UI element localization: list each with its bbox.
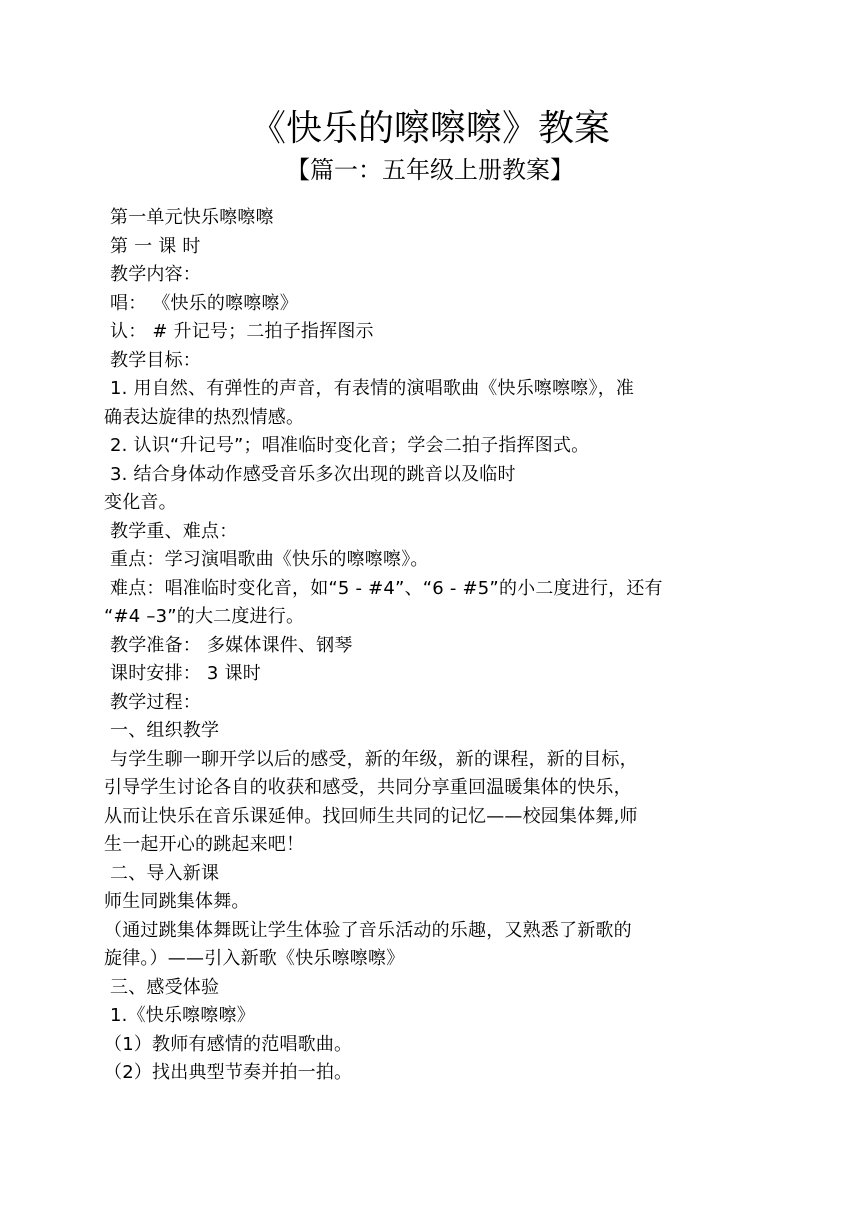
- step-3-item-2: （2）找出典型节奏并拍一拍。: [104, 1062, 353, 1083]
- document-title: 《快乐的嚓嚓嚓》教案: [249, 108, 610, 149]
- step-2-note-line-2: 旋律。）——引入新歌《快乐嚓嚓嚓》: [104, 948, 405, 969]
- teaching-preparation: 教学准备： 多媒体课件、钢琴: [110, 634, 353, 656]
- objective-3-line-2: 变化音。: [104, 492, 177, 513]
- document-body: [104, 204, 754, 1088]
- difficult-point-line-2: “#4 –3”的大二度进行。: [104, 606, 305, 627]
- step-2-heading: 二、导入新课: [110, 862, 220, 884]
- step-3-song: 1.《快乐嚓嚓嚓》: [110, 1005, 255, 1026]
- step-1-paragraph-line-4: 生一起开心的跳起来吧！: [104, 834, 305, 855]
- objective-3-line-1: 3. 结合身体动作感受音乐多次出现的跳音以及临时: [110, 463, 516, 485]
- content-sing: 唱： 《快乐的嚓嚓嚓》: [110, 292, 298, 314]
- section-heading-process: 教学过程：: [110, 691, 201, 713]
- step-1-paragraph-line-2: 引导学生讨论各自的收获和感受，共同分享重回温暖集体的快乐，: [104, 777, 632, 798]
- section-heading-content: 教学内容：: [110, 264, 201, 285]
- lesson-number: 第 一 课 时: [110, 235, 201, 257]
- section-heading-objectives: 教学目标：: [110, 349, 201, 371]
- step-1-paragraph-line-1: 与学生聊一聊开学以后的感受，新的年级，新的课程，新的目标，: [110, 748, 638, 770]
- objective-1-line-1: 1. 用自然、有弹性的声音，有表情的演唱歌曲《快乐嚓嚓嚓》，准: [110, 378, 635, 399]
- section-heading-key-points: 教学重、难点：: [110, 520, 238, 542]
- content-recognize: 认： # 升记号；二拍子指挥图示: [110, 321, 374, 342]
- step-1-heading: 一、组织教学: [110, 720, 220, 741]
- objective-1-line-2: 确表达旋律的热烈情感。: [104, 406, 305, 428]
- objective-2: 2. 认识“升记号”；唱准临时变化音；学会二拍子指挥图式。: [110, 435, 590, 456]
- unit-heading: 第一单元快乐嚓嚓嚓: [110, 207, 274, 228]
- class-hours: 课时安排： 3 课时: [110, 663, 261, 684]
- key-point: 重点：学习演唱歌曲《快乐的嚓嚓嚓》。: [110, 549, 429, 570]
- document-subtitle: 【篇一：五年级上册教案】: [286, 156, 574, 184]
- step-3-heading: 三、感受体验: [110, 976, 220, 998]
- step-2-note-line-1: （通过跳集体舞既让学生体验了音乐活动的乐趣，又熟悉了新歌的: [104, 919, 632, 941]
- step-3-item-1: （1）教师有感情的范唱歌曲。: [104, 1033, 353, 1055]
- difficult-point-line-1: 难点：唱准临时变化音，如“5 - #4”、“6 - #5”的小二度进行，还有: [110, 577, 663, 599]
- step-1-paragraph-line-3: 从而让快乐在音乐课延伸。找回师生共同的记忆——校园集体舞,师: [104, 805, 638, 827]
- step-2-paragraph: 师生同跳集体舞。: [104, 891, 250, 912]
